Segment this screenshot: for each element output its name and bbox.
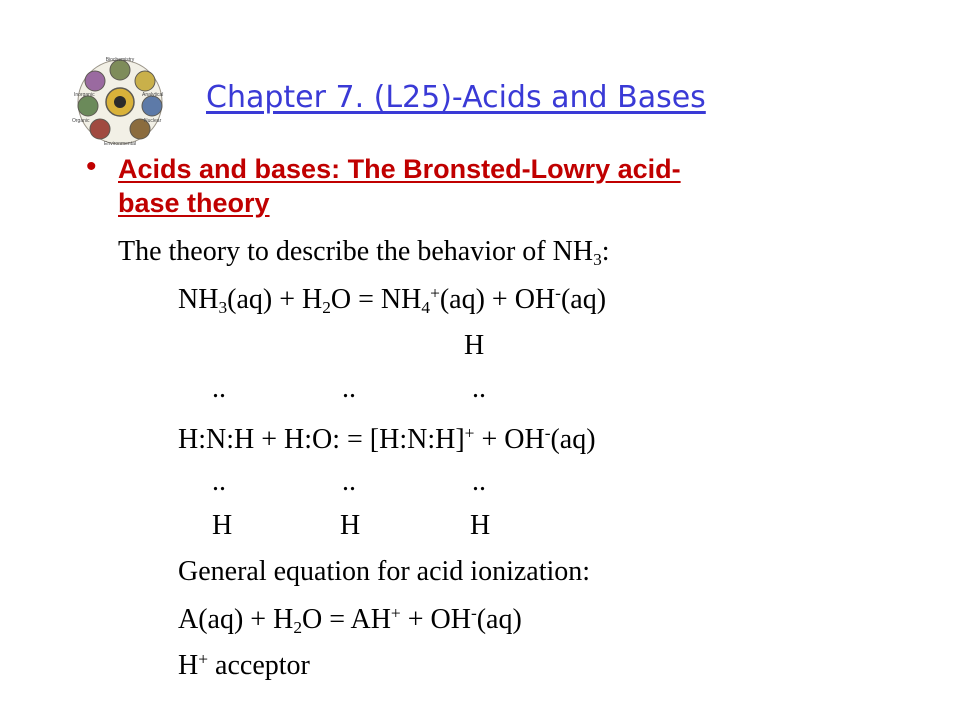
eq1-part: (aq) xyxy=(560,284,607,315)
eq2-sub: 2 xyxy=(293,617,302,637)
lewis-dots-top: .. xyxy=(472,373,486,404)
eq1-part: NH xyxy=(178,284,219,315)
eq2-part: A(aq) + H xyxy=(178,604,294,635)
lewis-sup: - xyxy=(544,423,551,443)
acceptor-h: H xyxy=(178,650,199,681)
general-acid-equation xyxy=(178,604,522,636)
eq1-sub: 3 xyxy=(218,297,228,317)
bullet-heading-line1: Acids and bases: The Bronsted-Lowry acid- xyxy=(118,154,681,184)
logo-label-bottom-left: Organic xyxy=(72,118,90,124)
lewis-bottom-h: H xyxy=(212,510,233,541)
eq2-sup: + xyxy=(390,603,401,623)
eq1-sub: 4 xyxy=(421,297,431,317)
lewis-part: (aq) xyxy=(550,424,596,455)
logo-label-bottom: Environmental xyxy=(104,141,136,147)
eq2-part: + OH xyxy=(400,604,471,635)
eq1-sub: 2 xyxy=(322,297,331,317)
eq1-part: (aq) + H xyxy=(227,284,323,315)
intro-text: The theory to describe the behavior of NH xyxy=(118,236,594,267)
logo-label-bottom-right: Nuclear xyxy=(144,118,162,124)
lewis-sup: + xyxy=(464,423,475,443)
eq1-part: (aq) + OH xyxy=(439,284,556,315)
slide-title: Chapter 7. (L25)-Acids and Bases xyxy=(206,80,706,115)
acceptor-line xyxy=(178,650,310,682)
chemistry-wheel-icon xyxy=(68,56,172,148)
ammonia-equation xyxy=(178,284,606,316)
acceptor-text: acceptor xyxy=(208,650,310,681)
bullet-heading-line2: base theory xyxy=(118,188,270,218)
lewis-main-equation xyxy=(178,424,596,456)
lewis-dots-top: .. xyxy=(212,373,226,404)
logo-label-right: Analytical xyxy=(142,92,164,98)
logo-label-top: Biochemistry xyxy=(105,57,135,63)
eq1-part: O = NH xyxy=(330,284,422,315)
bullet-icon: • xyxy=(86,150,97,183)
logo-label-left: Inorganic xyxy=(74,92,95,98)
lewis-bottom-h: H xyxy=(470,510,491,541)
lewis-part: H:N:H + H:O: = [H:N:H] xyxy=(178,424,465,455)
lewis-dots-bottom: .. xyxy=(342,466,356,497)
eq2-sup: - xyxy=(470,603,477,623)
eq1-sup: + xyxy=(430,283,440,303)
intro-line xyxy=(118,236,610,268)
general-equation-label: General equation for acid ionization: xyxy=(178,556,591,587)
intro-sub: 3 xyxy=(593,249,602,269)
lewis-bottom-h: H xyxy=(340,510,361,541)
lewis-dots-bottom: .. xyxy=(212,466,226,497)
eq1-sup: - xyxy=(555,283,561,303)
intro-end: : xyxy=(601,236,610,267)
lewis-dots-top: .. xyxy=(342,373,356,404)
lewis-dots-bottom: .. xyxy=(472,466,486,497)
acceptor-sup: + xyxy=(198,649,209,669)
chemistry-logo xyxy=(68,56,172,148)
eq2-part: O = AH xyxy=(302,604,391,635)
lewis-top-h: H xyxy=(464,330,485,361)
lewis-part: + OH xyxy=(474,424,545,455)
eq2-part: (aq) xyxy=(476,604,522,635)
